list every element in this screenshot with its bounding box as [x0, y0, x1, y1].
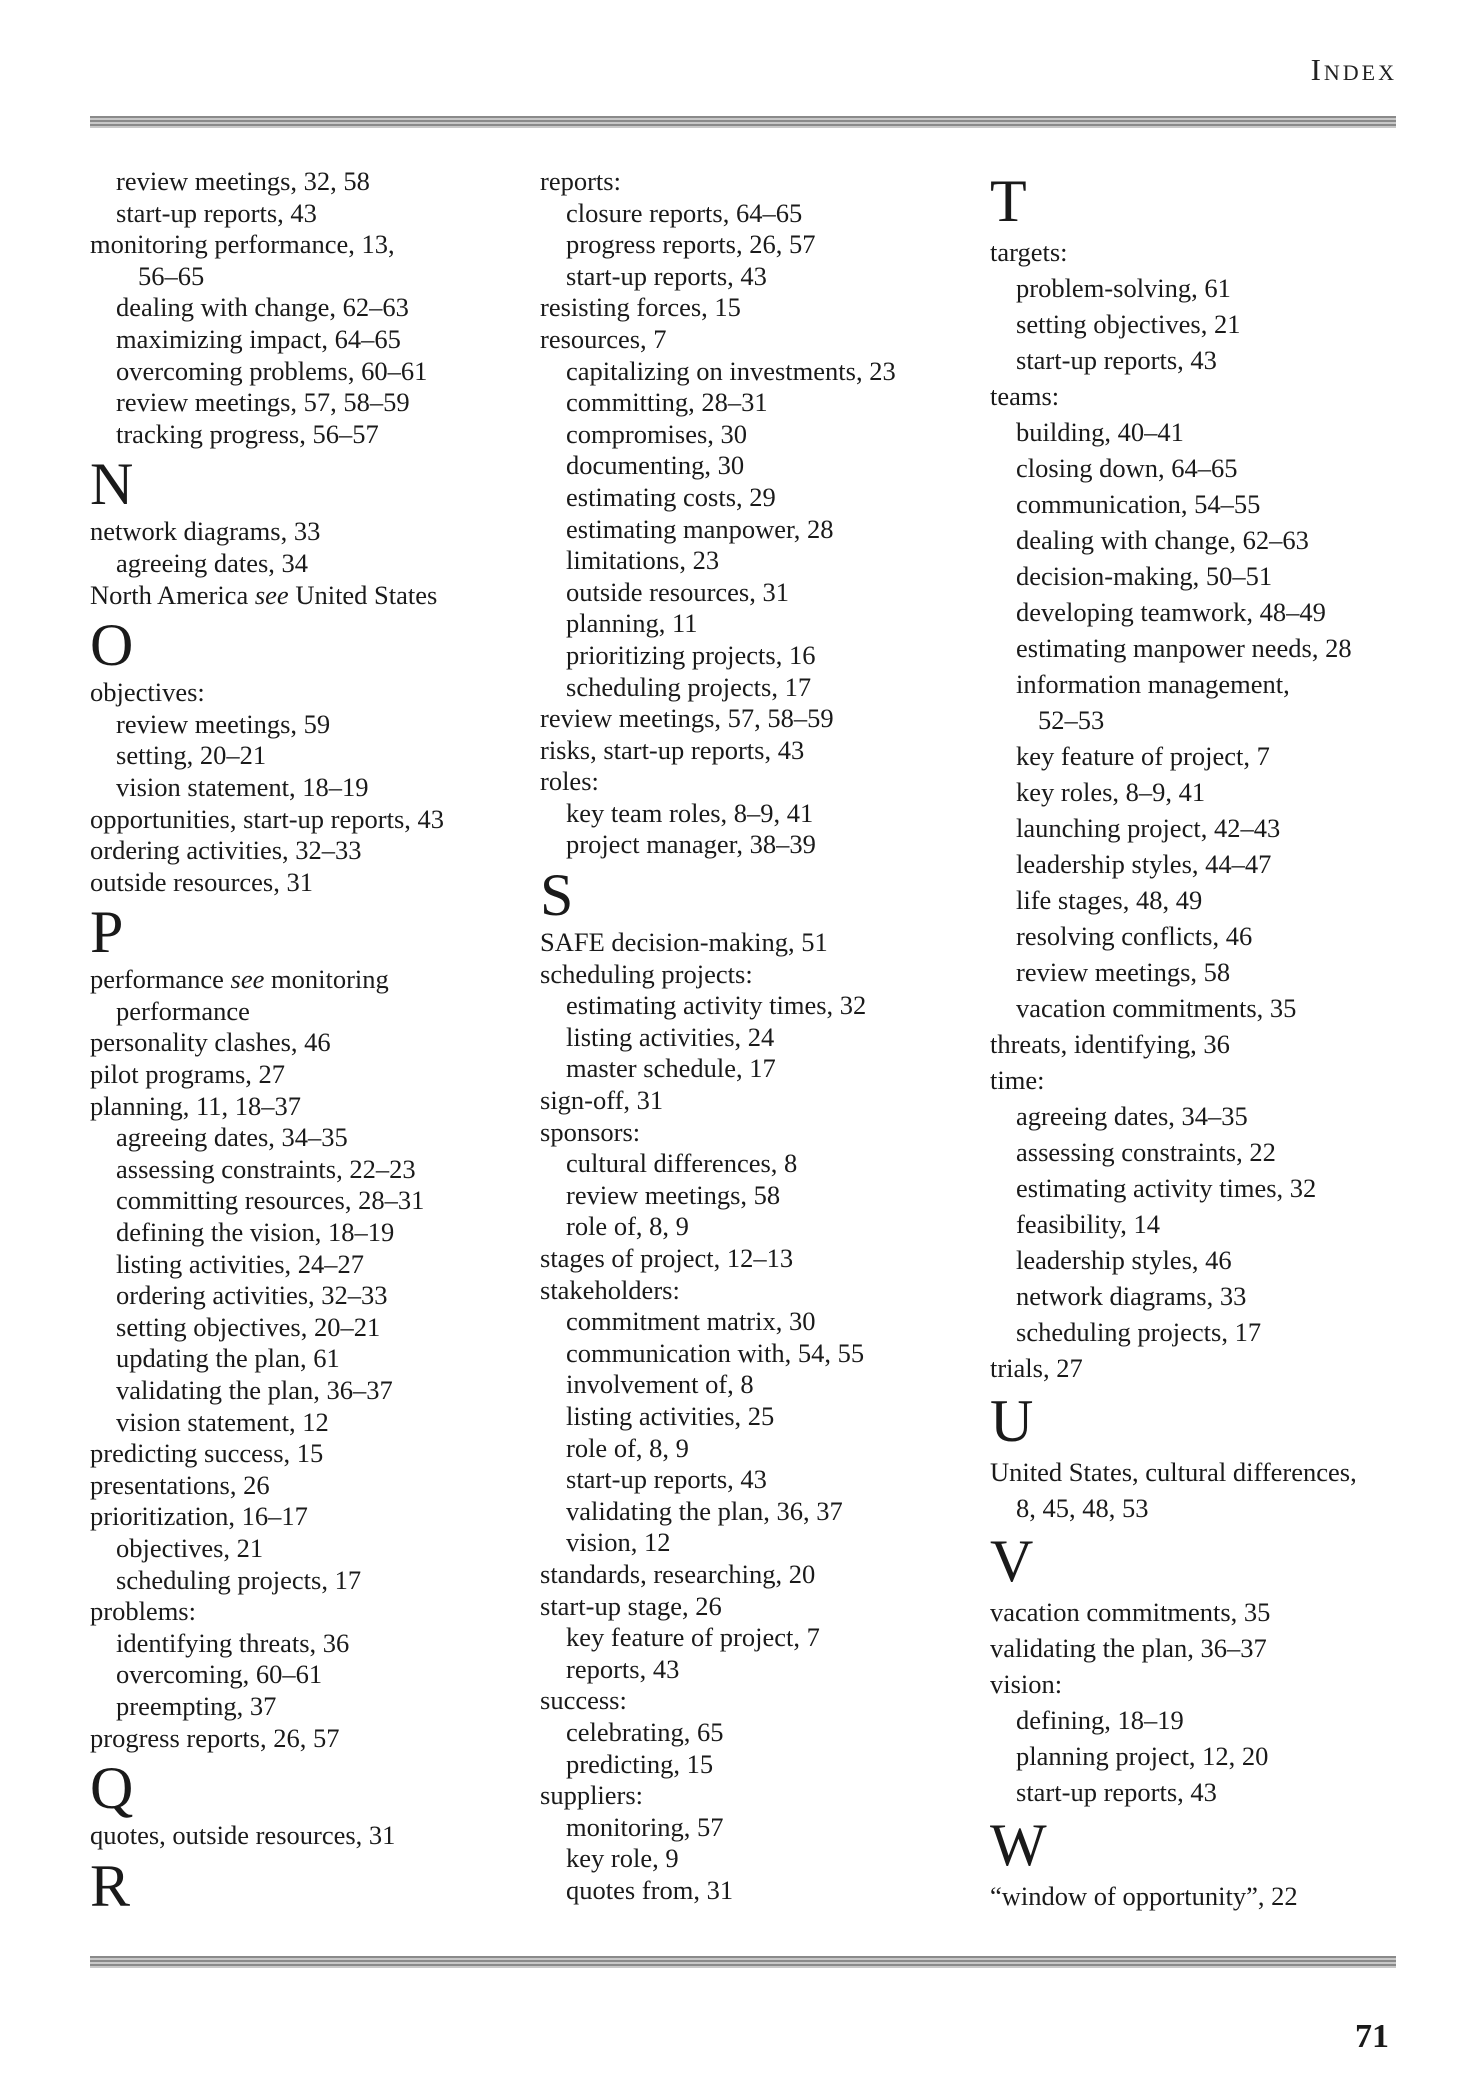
- section-letter-w: W: [990, 1812, 1047, 1878]
- index-subentry: outside resources, 31: [566, 576, 789, 607]
- index-entry-continuation: performance: [116, 995, 250, 1026]
- index-subentry: compromises, 30: [566, 418, 748, 449]
- index-entry-continuation: 56–65: [138, 260, 205, 291]
- index-subentry: estimating costs, 29: [566, 481, 776, 512]
- section-letter-v: V: [990, 1528, 1034, 1594]
- index-entry: resisting forces, 15: [540, 292, 741, 323]
- index-subentry: limitations, 23: [566, 545, 720, 576]
- index-subentry: estimating manpower, 28: [566, 513, 834, 544]
- index-entry: risks, start-up reports, 43: [540, 734, 805, 765]
- index-subentry: start-up reports, 43: [1016, 1777, 1217, 1807]
- index-subentry: closure reports, 64–65: [566, 197, 803, 228]
- index-subentry: identifying threats, 36: [116, 1627, 350, 1658]
- index-column-2: [540, 166, 980, 1906]
- index-entry: SAFE decision-making, 51: [540, 927, 828, 958]
- section-letter-q: Q: [90, 1755, 134, 1822]
- index-entry: vision:: [990, 1669, 1063, 1699]
- index-subentry: vision, 12: [566, 1527, 671, 1558]
- index-entry: planning, 11, 18–37: [90, 1090, 302, 1121]
- index-entry: validating the plan, 36–37: [990, 1633, 1267, 1663]
- index-subentry: role of, 8, 9: [566, 1211, 689, 1242]
- index-subentry: feasibility, 14: [1016, 1209, 1161, 1239]
- index-subentry: reports, 43: [566, 1653, 680, 1684]
- index-entry: suppliers:: [540, 1780, 644, 1811]
- index-subentry: vacation commitments, 35: [1016, 993, 1297, 1023]
- index-subentry: review meetings, 58: [1016, 957, 1231, 987]
- index-subentry: review meetings, 57, 58–59: [116, 387, 410, 418]
- index-subentry: objectives, 21: [116, 1532, 264, 1563]
- index-subentry: review meetings, 32, 58: [116, 166, 370, 196]
- index-subentry: leadership styles, 44–47: [1016, 849, 1272, 879]
- index-subentry: key role, 9: [566, 1843, 679, 1874]
- section-letter-p: P: [90, 899, 124, 966]
- index-subentry: vision statement, 12: [116, 1406, 329, 1437]
- header-rule: [90, 116, 1396, 128]
- index-subentry: committing resources, 28–31: [116, 1185, 425, 1216]
- index-subentry: estimating activity times, 32: [1016, 1173, 1317, 1203]
- index-entry: opportunities, start-up reports, 43: [90, 803, 445, 834]
- index-entry: ordering activities, 32–33: [90, 835, 362, 866]
- index-subentry: key feature of project, 7: [1016, 741, 1270, 771]
- index-subentry: start-up reports, 43: [1016, 345, 1217, 375]
- index-subentry: cultural differences, 8: [566, 1148, 798, 1179]
- index-entry: sign-off, 31: [540, 1085, 664, 1116]
- index-entry: sponsors:: [540, 1116, 641, 1147]
- index-subentry: commitment matrix, 30: [566, 1306, 816, 1337]
- index-subentry: key roles, 8–9, 41: [1016, 777, 1206, 807]
- index-subentry: dealing with change, 62–63: [1016, 525, 1309, 555]
- index-subentry: communication, 54–55: [1016, 489, 1261, 519]
- index-subentry: progress reports, 26, 57: [566, 229, 816, 260]
- index-subentry: validating the plan, 36, 37: [566, 1495, 843, 1526]
- index-subentry: involvement of, 8: [566, 1369, 754, 1400]
- index-subentry: network diagrams, 33: [1016, 1281, 1247, 1311]
- index-subentry: role of, 8, 9: [566, 1432, 689, 1463]
- index-subentry: listing activities, 24–27: [116, 1248, 365, 1279]
- index-subentry: assessing constraints, 22–23: [116, 1153, 416, 1184]
- index-entry: presentations, 26: [90, 1469, 270, 1500]
- index-subentry: tracking progress, 56–57: [116, 418, 379, 449]
- section-letter-u: U: [990, 1388, 1034, 1454]
- index-subentry: estimating activity times, 32: [566, 990, 867, 1021]
- index-entry: pilot programs, 27: [90, 1059, 286, 1090]
- index-subentry: defining, 18–19: [1016, 1705, 1184, 1735]
- index-subentry: life stages, 48, 49: [1016, 885, 1203, 915]
- index-entry: targets:: [990, 237, 1068, 267]
- index-entry: prioritization, 16–17: [90, 1501, 308, 1532]
- index-subentry: scheduling projects, 17: [1016, 1317, 1262, 1347]
- index-subentry: building, 40–41: [1016, 417, 1184, 447]
- index-subentry: defining the vision, 18–19: [116, 1217, 395, 1248]
- index-subentry: setting objectives, 21: [1016, 309, 1241, 339]
- index-subentry: validating the plan, 36–37: [116, 1375, 393, 1405]
- index-entry: quotes, outside resources, 31: [90, 1820, 396, 1851]
- section-letter-n: N: [90, 451, 134, 518]
- index-entry: problems:: [90, 1596, 196, 1627]
- index-subentry: agreeing dates, 34–35: [1016, 1101, 1248, 1131]
- index-column-3: [990, 166, 1410, 1914]
- index-entry: United States, cultural differences,: [990, 1457, 1357, 1487]
- index-entry: reports:: [540, 166, 621, 196]
- index-subentry: agreeing dates, 34: [116, 547, 309, 578]
- index-subentry: capitalizing on investments, 23: [566, 355, 896, 386]
- index-subentry: start-up reports, 43: [566, 1464, 767, 1495]
- index-subentry: vision statement, 18–19: [116, 771, 369, 802]
- index-entry-cross-reference: North America see United States: [90, 579, 438, 610]
- index-entry: stakeholders:: [540, 1274, 680, 1305]
- index-subentry: master schedule, 17: [566, 1053, 776, 1084]
- index-subentry: developing teamwork, 48–49: [1016, 597, 1326, 627]
- index-entry: time:: [990, 1065, 1045, 1095]
- index-subentry: agreeing dates, 34–35: [116, 1122, 348, 1153]
- index-entry: personality clashes, 46: [90, 1027, 331, 1058]
- index-subentry: review meetings, 58: [566, 1179, 781, 1210]
- index-subentry: project manager, 38–39: [566, 829, 816, 860]
- index-subentry: ordering activities, 32–33: [116, 1280, 388, 1311]
- index-subentry: overcoming problems, 60–61: [116, 355, 428, 386]
- index-entry: start-up stage, 26: [540, 1590, 722, 1621]
- index-entry: success:: [540, 1685, 627, 1716]
- section-letter-s: S: [540, 862, 574, 929]
- index-entry-continuation: 52–53: [1038, 705, 1105, 735]
- index-entry: stages of project, 12–13: [540, 1243, 794, 1273]
- footer-rule: [90, 1956, 1396, 1968]
- index-subentry: setting, 20–21: [116, 740, 267, 771]
- index-entry: review meetings, 57, 58–59: [540, 703, 834, 734]
- index-subentry: leadership styles, 46: [1016, 1245, 1232, 1275]
- index-subentry: scheduling projects, 17: [566, 671, 812, 702]
- section-letter-r: R: [90, 1852, 131, 1919]
- index-subentry: decision-making, 50–51: [1016, 561, 1273, 591]
- index-subentry: planning, 11: [566, 608, 698, 639]
- index-entry: roles:: [540, 766, 599, 797]
- index-entry: trials, 27: [990, 1353, 1083, 1383]
- index-subentry: predicting, 15: [566, 1748, 714, 1779]
- running-header-title: Index: [1310, 52, 1397, 87]
- index-subentry: problem-solving, 61: [1016, 273, 1231, 303]
- index-entry: network diagrams, 33: [90, 516, 321, 547]
- index-subentry: listing activities, 24: [566, 1021, 775, 1052]
- index-subentry: launching project, 42–43: [1016, 813, 1281, 843]
- index-subentry: committing, 28–31: [566, 387, 768, 418]
- index-subentry: scheduling projects, 17: [116, 1564, 362, 1595]
- index-subentry: preempting, 37: [116, 1690, 277, 1721]
- index-entry-continuation: 8, 45, 48, 53: [1016, 1493, 1149, 1523]
- index-entry: “window of opportunity”, 22: [990, 1881, 1298, 1911]
- index-subentry: quotes from, 31: [566, 1874, 734, 1905]
- index-subentry: prioritizing projects, 16: [566, 639, 816, 670]
- index-subentry: listing activities, 25: [566, 1400, 775, 1431]
- index-subentry: monitoring, 57: [566, 1811, 724, 1842]
- index-subentry: key team roles, 8–9, 41: [566, 797, 814, 828]
- index-subentry: setting objectives, 20–21: [116, 1311, 381, 1342]
- section-letter-o: O: [90, 612, 134, 679]
- index-entry: vacation commitments, 35: [990, 1597, 1271, 1627]
- index-subentry: documenting, 30: [566, 450, 745, 481]
- section-letter-t: T: [990, 168, 1027, 234]
- index-entry: standards, researching, 20: [540, 1558, 816, 1589]
- index-subentry: review meetings, 59: [116, 708, 331, 739]
- page-number: 71: [1355, 2018, 1389, 2055]
- index-subentry: overcoming, 60–61: [116, 1659, 323, 1690]
- index-subentry: resolving conflicts, 46: [1016, 921, 1253, 951]
- index-entry: teams:: [990, 381, 1060, 411]
- index-entry: monitoring performance, 13,: [90, 229, 395, 260]
- index-entry: threats, identifying, 36: [990, 1029, 1230, 1059]
- index-subentry: information management,: [1016, 669, 1290, 699]
- index-entry: progress reports, 26, 57: [90, 1722, 340, 1753]
- index-subentry: maximizing impact, 64–65: [116, 323, 401, 354]
- index-entry: objectives:: [90, 677, 205, 708]
- index-entry: predicting success, 15: [90, 1438, 324, 1469]
- index-subentry: dealing with change, 62–63: [116, 292, 409, 323]
- index-subentry: assessing constraints, 22: [1016, 1137, 1276, 1167]
- index-entry: scheduling projects:: [540, 958, 753, 989]
- index-subentry: start-up reports, 43: [116, 197, 317, 228]
- index-subentry: closing down, 64–65: [1016, 453, 1238, 483]
- index-subentry: start-up reports, 43: [566, 260, 767, 291]
- index-entry-cross-reference: performance see monitoring: [90, 964, 389, 995]
- index-column-1: [90, 166, 510, 1918]
- index-subentry: celebrating, 65: [566, 1716, 724, 1747]
- index-subentry: updating the plan, 61: [116, 1343, 340, 1374]
- index-entry: resources, 7: [540, 323, 667, 354]
- index-entry: outside resources, 31: [90, 866, 313, 897]
- index-subentry: communication with, 54, 55: [566, 1337, 865, 1368]
- index-subentry: key feature of project, 7: [566, 1622, 820, 1653]
- index-subentry: planning project, 12, 20: [1016, 1741, 1269, 1771]
- index-subentry: estimating manpower needs, 28: [1016, 633, 1352, 663]
